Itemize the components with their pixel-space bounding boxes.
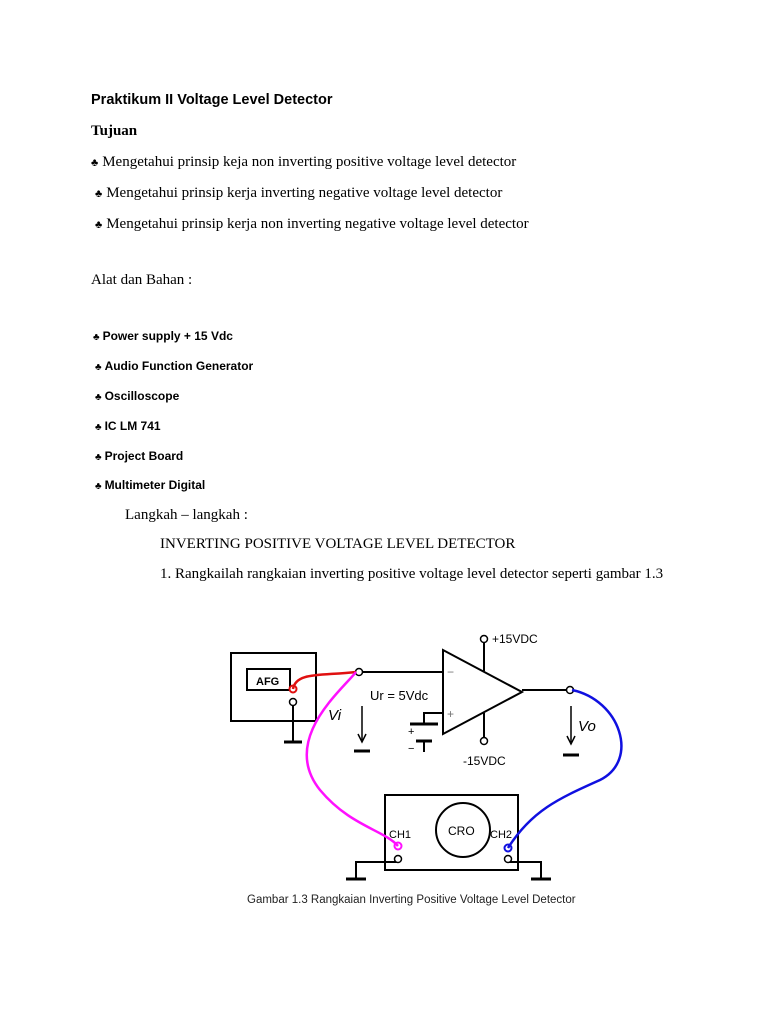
alat-item-text: Project Board <box>104 449 184 463</box>
alat-item-text: Power supply + 15 Vdc <box>102 329 233 343</box>
cro-label: CRO <box>448 824 475 838</box>
tujuan-item-text: Mengetahui prinsip kerja non inverting negative voltage level detector <box>106 216 529 232</box>
vminus-terminal <box>481 738 488 745</box>
ch2-terminal-ground <box>505 856 512 863</box>
ch1-terminal-ground <box>395 856 402 863</box>
battery-minus-sign: − <box>408 743 415 755</box>
inverting-input-sign: − <box>447 665 455 679</box>
vo-label: Vo <box>578 718 596 735</box>
tujuan-heading: Tujuan <box>91 123 138 139</box>
alat-item-text: IC LM 741 <box>104 419 161 433</box>
club-bullet-icon: ♣ <box>95 188 103 200</box>
alat-item-text: Audio Function Generator <box>104 359 254 373</box>
noninverting-input-sign: + <box>447 707 455 721</box>
tujuan-item-text: Mengetahui prinsip keja non inverting positive voltage level detector <box>102 154 517 170</box>
alat-heading: Alat dan Bahan : <box>91 272 193 288</box>
vplus-label: +15VDC <box>492 632 538 646</box>
section-title: INVERTING POSITIVE VOLTAGE LEVEL DETECTOR <box>160 536 516 552</box>
ch1-label: CH1 <box>389 829 412 841</box>
opamp-triangle <box>443 650 522 734</box>
afg-terminal-ground <box>290 699 297 706</box>
alat-item-text: Oscilloscope <box>104 389 180 403</box>
club-bullet-icon: ♣ <box>95 422 102 433</box>
club-bullet-icon: ♣ <box>95 392 102 403</box>
club-bullet-icon: ♣ <box>95 362 102 373</box>
alat-item-text: Multimeter Digital <box>104 478 206 492</box>
page-title: Praktikum II Voltage Level Detector <box>91 92 333 108</box>
vplus-terminal <box>481 636 488 643</box>
wire-ref-plus <box>424 713 443 724</box>
vi-label: Vi <box>328 707 342 724</box>
ur-label: Ur = 5Vdc <box>370 688 429 703</box>
tujuan-item-text: Mengetahui prinsip kerja inverting negative voltage level detector <box>106 185 503 201</box>
langkah-heading: Langkah – langkah : <box>125 507 248 523</box>
vminus-label: -15VDC <box>463 754 506 768</box>
afg-label: AFG <box>256 676 280 688</box>
club-bullet-icon: ♣ <box>95 452 102 463</box>
blue-wire <box>508 690 621 848</box>
battery-plus-sign: + <box>408 726 415 738</box>
club-bullet-icon: ♣ <box>91 157 99 169</box>
input-terminal <box>356 669 363 676</box>
club-bullet-icon: ♣ <box>95 481 102 492</box>
red-wire <box>293 672 356 689</box>
club-bullet-icon: ♣ <box>95 219 103 231</box>
ch2-label: CH2 <box>490 829 513 841</box>
step-1: 1. Rangkailah rangkaian inverting positive voltage level detector seperti gambar 1.3 <box>160 566 664 582</box>
figure-caption: Gambar 1.3 Rangkaian Inverting Positive Voltage Level Detector <box>247 894 576 906</box>
club-bullet-icon: ♣ <box>93 332 100 343</box>
